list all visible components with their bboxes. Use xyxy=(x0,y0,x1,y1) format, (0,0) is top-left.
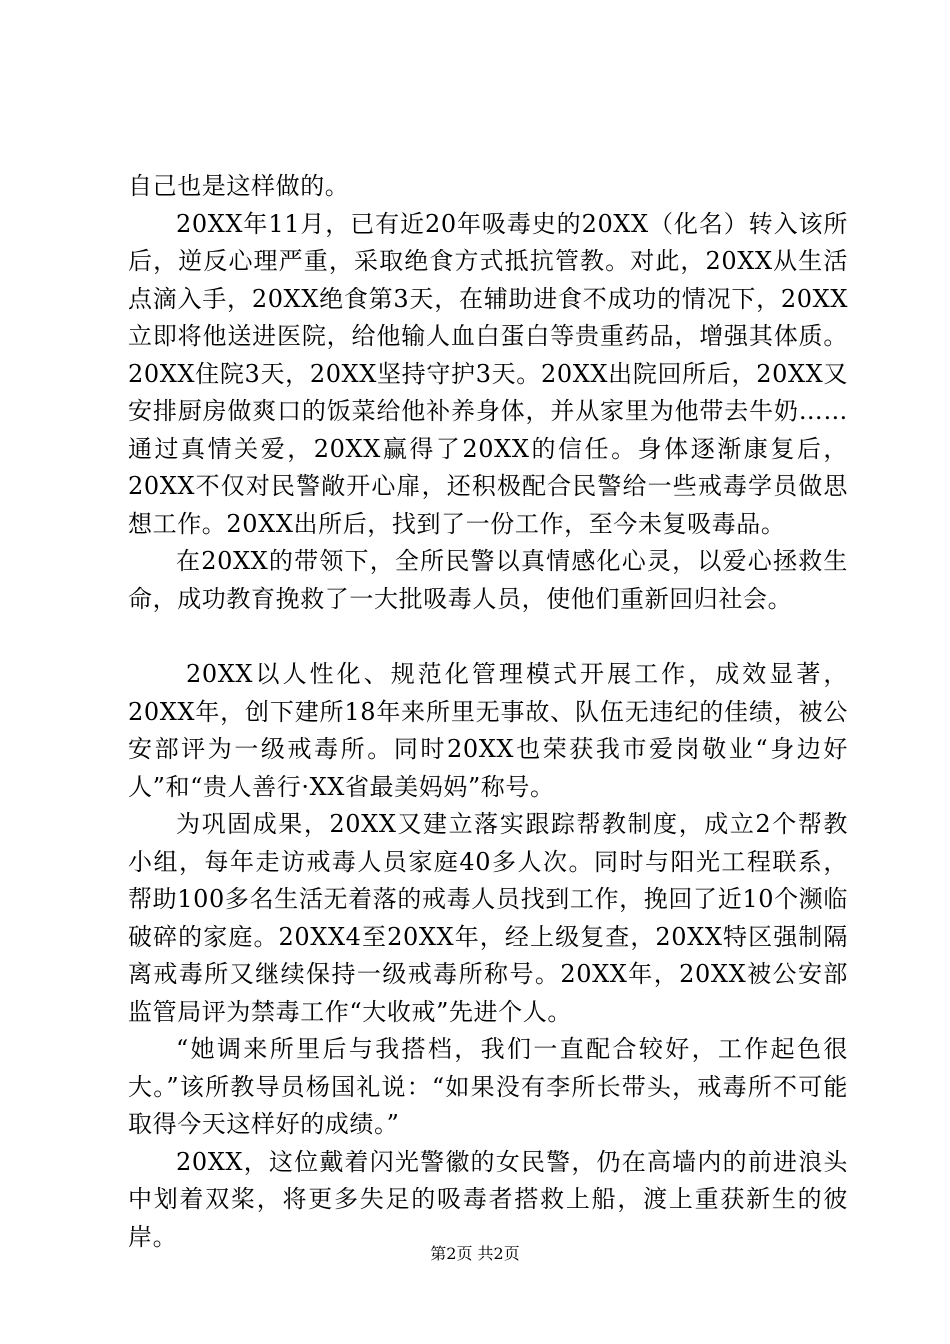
paragraph-continuation: 自己也是这样做的。 xyxy=(128,172,350,200)
paragraph-follow-up: 为巩固成果，20XX又建立落实跟踪帮教制度，成立2个帮教小组，每年走访戒毒人员家庭40多人次。同时与阳光工程联系，帮助100多名生活无着落的戒毒人员找到工作，挽回了近10个濒临破碎的家庭。20XX4至20XX年，经上级复查，20XX特区强制隔离戒毒所又继续保持一级戒毒所称号。20XX年，20XX被公安部监管局评为禁毒工作“大收戒”先进个人。 xyxy=(128,810,848,1026)
paragraph-quote: “她调来所里后与我搭档，我们一直配合较好，工作起色很大。”该所教导员杨国礼说：“如果没有李所长带头，戒毒所不可能取得今天这样好的成绩。” xyxy=(128,1035,848,1138)
paragraph-leadership: 在20XX的带领下，全所民警以真情感化心灵，以爱心拯救生命，成功教育挽救了一大批吸毒人员，使他们重新回归社会。 xyxy=(128,547,848,613)
paragraph-achievements: 20XX以人性化、规范化管理模式开展工作，成效显著，20XX年，创下建所18年来所里无事故、队伍无违纪的佳绩，被公安部评为一级戒毒所。同时20XX也荣获我市爱岗敬业“身边好人”和“贵人善行·XX省最美妈妈”称号。 xyxy=(128,660,848,801)
page-footer: 第2页 共2页 xyxy=(430,1244,520,1263)
paragraph-rehab-story: 20XX年11月，已有近20年吸毒史的20XX（化名）转入该所后，逆反心理严重，采取绝食方式抵抗管教。对此，20XX从生活点滴入手，20XX绝食第3天，在辅助进食不成功的情况下，20XX立即将他送进医院，给他输人血白蛋白等贵重药品，增强其体质。20XX住院3天，20XX坚持守护3天。20XX出院回所后，20XX又安排厨房做爽口的饭菜给他补养身体，并从家里为他带去牛奶……通过真情关爱，20XX赢得了20XX的信任。身体逐渐康复后，20XX不仅对民警敞开心扉，还积极配合民警给一些戒毒学员做思想工作。20XX出所后，找到了一份工作，至今未复吸毒品。 xyxy=(128,209,848,538)
paragraph-closing: 20XX，这位戴着闪光警徽的女民警，仍在高墙内的前进浪头中划着双桨，将更多失足的吸毒者搭救上船，渡上重获新生的彼岸。 xyxy=(128,1147,848,1251)
body-text xyxy=(128,168,848,1256)
